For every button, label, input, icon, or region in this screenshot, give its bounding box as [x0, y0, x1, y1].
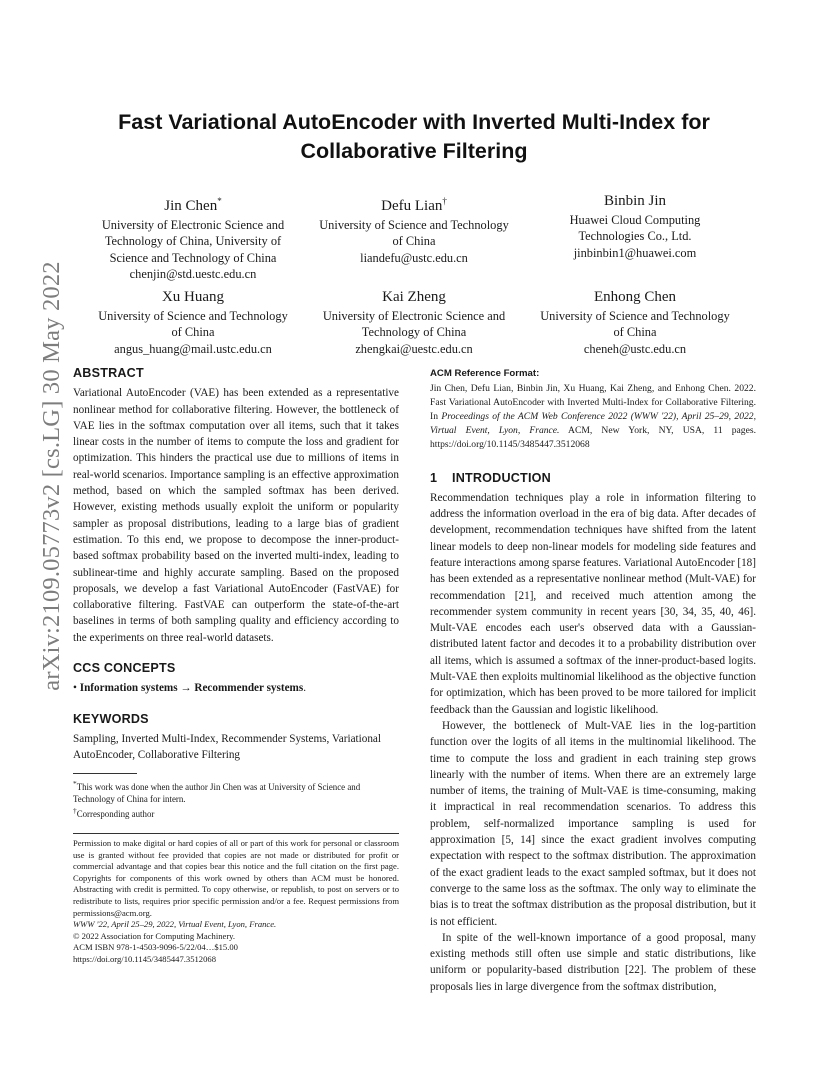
- author-name: Enhong Chen: [593, 289, 677, 305]
- author-affiliation: of China: [392, 234, 436, 249]
- ccs-heading: CCS CONCEPTS: [73, 661, 176, 676]
- abstract-heading: ABSTRACT: [73, 366, 144, 380]
- author-affiliation: University of Science and Technology: [98, 309, 288, 323]
- author-block: [84, 288, 302, 357]
- arxiv-identifier: arXiv:2109.05773v2 [cs.LG] 30 May 2022: [38, 261, 65, 691]
- author-name: Kai Zheng: [382, 289, 446, 305]
- abstract-text: Variational AutoEncoder (VAE) has been extended as a representative nonlinear method for collaborative filtering. However, the bottleneck of VAE lies in the softmax computation over all items, such that it takes linear costs in the number of items to compute the loss and gradient for optimization. This hinders the practical use due to millions of items in real-world scenarios. Importance sampling is an effective approximation method, based on which the sampled softmax has been derived. However, existing methods usually exploit the uniform or popularity sampler as proposal distributions, leading to a large bias of gradient estimation. To this end, we propose to decompose the inner-product-based softmax probability based on the inverted multi-index, leading to sublinear-time and highly accurate sampling. Based on the proposed proposals, we develop a fast Variational AutoEncoder (FastVAE) for collaborative filtering. FastVAE can outperform the state-of-the-art baselines in terms of both sampling quality and efficiency according to the experiments on three real-world datasets.: [73, 387, 399, 644]
- footnotes: [73, 778, 399, 821]
- author-block: [305, 192, 523, 266]
- author-name: Binbin Jin: [603, 193, 667, 209]
- author-block: [84, 192, 302, 283]
- author-name: Xu Huang: [161, 289, 225, 305]
- right-column: [430, 367, 756, 995]
- ccs-item: • Information systems → Recommender systems.: [73, 682, 307, 695]
- author-affiliation: University of Science and Technology: [319, 218, 509, 232]
- author-name: Defu Lian†: [381, 196, 447, 214]
- author-affiliation: Science and Technology of China: [109, 250, 277, 265]
- permission-rule: [73, 833, 399, 834]
- introduction-heading: 1 INTRODUCTION: [430, 470, 551, 485]
- author-email: cheneh@ustc.edu.cn: [583, 341, 687, 356]
- author-name: Jin Chen*: [164, 196, 222, 214]
- permission-block: [73, 838, 399, 966]
- author-email: jinbinbin1@huawei.com: [573, 245, 697, 260]
- permission-text: Permission to make digital or hard copies of all or part of this work for personal or classroom use is granted without fee provided that copies are not made or distributed for profit or commercial advantage and that copies bear this notice and the full citation on the first page. Copyrights for components of this work owned by others than ACM must be honored. Abstracting with credit is permitted. To copy otherwise, or republish, to post on servers or to redistribute to lists, requires prior specific permission and/or a fee. Request permissions from permissions@acm.org.: [73, 838, 399, 918]
- author-affiliation: University of Electronic Science and: [322, 309, 506, 323]
- author-email: liandefu@ustc.edu.cn: [360, 250, 468, 265]
- author-email: angus_huang@mail.ustc.edu.cn: [114, 341, 272, 356]
- author-affiliation: University of Science and Technology: [540, 309, 730, 323]
- footnote-1: *This work was done when the author Jin Chen was at University of Science and Technology of China for intern.: [73, 779, 361, 804]
- author-affiliation: of China: [613, 325, 657, 340]
- acm-reference-heading: ACM Reference Format:: [430, 368, 540, 379]
- intro-paragraph-3: In spite of the well-known importance of a good proposal, many existing methods still often use simple and static distributions, like uniform or popularity-based distribution [22]. The problem of these proposals lies in large divergence from the softmax distribution,: [430, 931, 756, 993]
- footnote-rule: [73, 773, 137, 774]
- author-email: chenjin@std.uestc.edu.cn: [129, 267, 257, 282]
- author-affiliation: Huawei Cloud Computing: [569, 213, 701, 227]
- author-affiliation: of China: [171, 325, 215, 340]
- author-affiliation: Technologies Co., Ltd.: [578, 229, 692, 244]
- author-affiliation: University of Electronic Science and: [101, 218, 285, 232]
- doi-line: https://doi.org/10.1145/3485447.3512068: [73, 953, 216, 964]
- copyright-line: © 2022 Association for Computing Machinery.: [73, 930, 236, 941]
- acm-reference-text: Jin Chen, Defu Lian, Binbin Jin, Xu Huang, Kai Zheng, and Enhong Chen. 2022. Fast Variational AutoEncoder with Inverted Multi-Index for Collaborative Filtering. In Proceedings of the ACM Web Conference 2022 (WWW '22), April 25–29, 2022, Virtual Event, Lyon, France. ACM, New York, NY, USA, 11 pages. https://doi.org/10.1145/3485447.3512068: [430, 382, 756, 451]
- footnote-2: †Corresponding author: [73, 806, 155, 820]
- author-affiliation: Technology of China: [361, 325, 467, 340]
- keywords-heading: KEYWORDS: [73, 711, 149, 726]
- author-block: [305, 288, 523, 357]
- intro-paragraph-1: Recommendation techniques play a role in information filtering to address the information overload in the era of big data. After decades of development, recommendation techniques have shifted from the latent linear models to deep non-linear models for modeling side features and feature interactions among sparse features. Variational AutoEncoder [18] has been extended as a representative nonlinear method (Mult-VAE) for recommendation [21], and received much attention among the recommender system community in recent years [30, 34, 35, 40, 46]. Mult-VAE encodes each user's observed data with a Gaussian-distributed latent factor and decodes it to a probability distribution over all items, which is assumed a softmax of the inner-product-based logits. Mult-VAE then exploits multinomial likelihood as the objective function for optimization, which has been proved to be more tailored for implicit feedback than the Gaussian and logistic likelihood.: [430, 491, 756, 716]
- paper-title: Fast Variational AutoEncoder with Inverted Multi-Index for Collaborative Filtering: [118, 110, 710, 163]
- venue-line: WWW '22, April 25–29, 2022, Virtual Event, Lyon, France.: [73, 919, 277, 930]
- intro-paragraph-2: However, the bottleneck of Mult-VAE lies in the log-partition function over the logits of all items in the multinomial likelihood. The time to compute the loss and gradient in each training step grows linearly with the number of items. When there are an extremely large number of items, the training of Mult-VAE is time-consuming, making it impractical in real recommendation scenarios. To address this problem, self-normalized importance sampling is used for approximation [5, 14] since the exact gradient involves computing expectation with respect to the softmax distribution. The approximation of the exact gradient leads to the exact sampled softmax, but it does not converge to the same loss as the softmax. The only way to eliminate the bias is to treat the softmax distribution as the proposal distribution, but it is not efficient.: [430, 719, 756, 928]
- left-column: [73, 365, 399, 764]
- keywords-text: Sampling, Inverted Multi-Index, Recommender Systems, Variational AutoEncoder, Collaborative Filtering: [73, 732, 382, 762]
- author-affiliation: Technology of China, University of: [104, 234, 282, 249]
- isbn-line: ACM ISBN 978-1-4503-9096-5/22/04…$15.00: [73, 942, 238, 953]
- author-email: zhengkai@uestc.edu.cn: [355, 341, 473, 356]
- author-block: [526, 288, 744, 357]
- author-block: [526, 192, 744, 261]
